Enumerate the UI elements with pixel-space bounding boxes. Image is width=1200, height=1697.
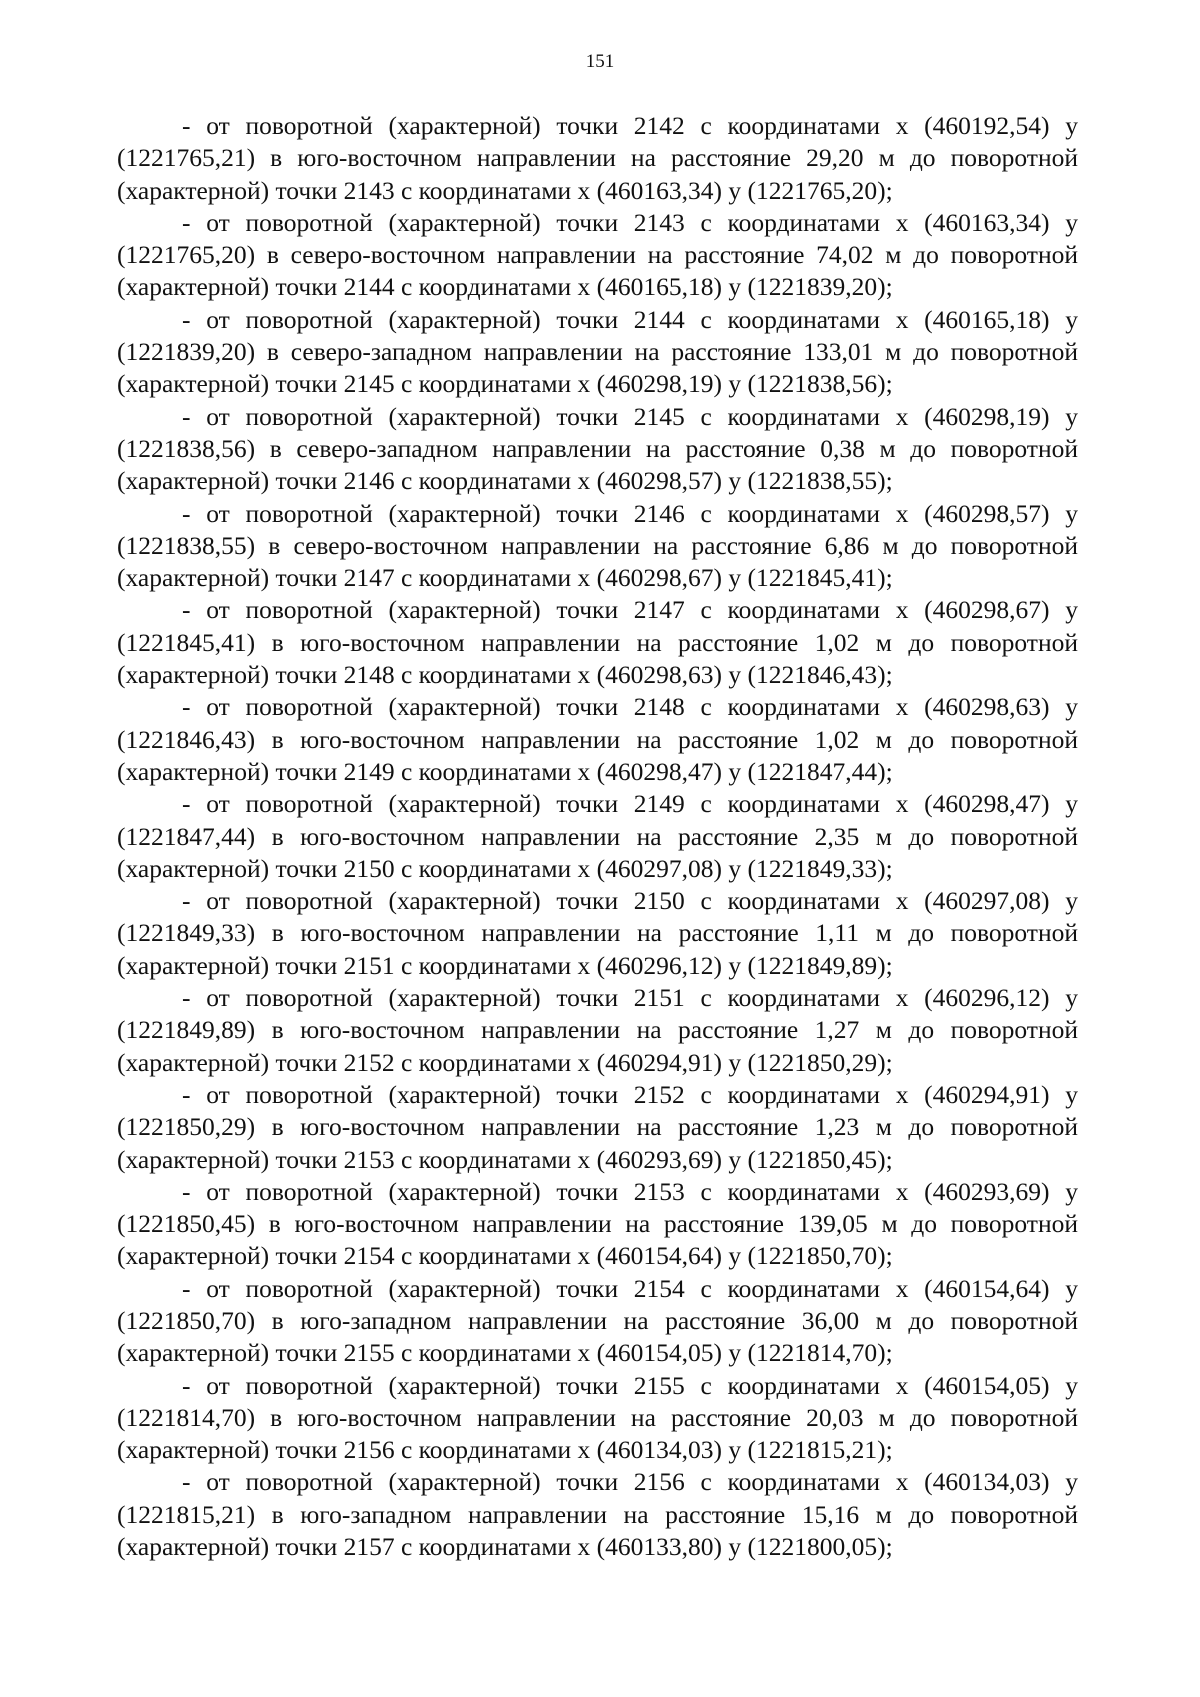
boundary-paragraph: - от поворотной (характерной) точки 2155 с координатами x (460154,05) y (1221814,70) в юго-восточном направлении на расстояние 20,03 м до поворотной (характерной) точки 2156 с координатами x (460134,03) y (1221815,21); [117, 1370, 1078, 1465]
boundary-paragraph: - от поворотной (характерной) точки 2148 с координатами x (460298,63) y (1221846,43) в юго-восточном направлении на расстояние 1,02 м до поворотной (характерной) точки 2149 с координатами x (460298,47) y (1221847,44); [117, 692, 1078, 786]
boundary-paragraph: - от поворотной (характерной) точки 2147 с координатами x (460298,67) y (1221845,41) в юго-восточном направлении на расстояние 1,02 м до поворотной (характерной) точки 2148 с координатами x (460298,63) y (1221846,43); [117, 595, 1078, 690]
boundary-paragraph: - от поворотной (характерной) точки 2154 с координатами x (460154,64) y (1221850,70) в юго-западном направлении на расстояние 36,00 м до поворотной (характерной) точки 2155 с координатами x (460154,05) y (1221814,70); [117, 1273, 1078, 1368]
boundary-paragraph: - от поворотной (характерной) точки 2145 с координатами x (460298,19) y (1221838,56) в северо-западном направлении на расстояние 0,38 м до поворотной (характерной) точки 2146 с координатами x (460298,57) y (1221838,55); [117, 401, 1078, 496]
boundary-paragraph: - от поворотной (характерной) точки 2149 с координатами x (460298,47) y (1221847,44) в юго-восточном направлении на расстояние 2,35 м до поворотной (характерной) точки 2150 с координатами x (460297,08) y (1221849,33); [117, 789, 1078, 883]
boundary-paragraph: - от поворотной (характерной) точки 2150 с координатами x (460297,08) y (1221849,33) в юго-восточном направлении на расстояние 1,11 м до поворотной (характерной) точки 2151 с координатами x (460296,12) y (1221849,89); [117, 886, 1078, 980]
document-body [117, 110, 1078, 1563]
boundary-paragraph: - от поворотной (характерной) точки 2156 с координатами x (460134,03) y (1221815,21) в юго-западном направлении на расстояние 15,16 м до поворотной (характерной) точки 2157 с координатами x (460133,80) y (1221800,05); [117, 1467, 1078, 1562]
page-number: 151 [585, 51, 615, 72]
boundary-paragraph: - от поворотной (характерной) точки 2152 с координатами x (460294,91) y (1221850,29) в юго-восточном направлении на расстояние 1,23 м до поворотной (характерной) точки 2153 с координатами x (460293,69) y (1221850,45); [117, 1079, 1078, 1174]
boundary-paragraph: - от поворотной (характерной) точки 2146 с координатами x (460298,57) y (1221838,55) в северо-восточном направлении на расстояние 6,86 м до поворотной (характерной) точки 2147 с координатами x (460298,67) y (1221845,41); [117, 498, 1078, 593]
boundary-paragraph: - от поворотной (характерной) точки 2151 с координатами x (460296,12) y (1221849,89) в юго-восточном направлении на расстояние 1,27 м до поворотной (характерной) точки 2152 с координатами x (460294,91) y (1221850,29); [117, 983, 1078, 1077]
boundary-paragraph: - от поворотной (характерной) точки 2153 с координатами x (460293,69) y (1221850,45) в юго-восточном направлении на расстояние 139,05 м до поворотной (характерной) точки 2154 с координатами x (460154,64) y (1221850,70); [117, 1176, 1078, 1271]
boundary-paragraph: - от поворотной (характерной) точки 2144 с координатами x (460165,18) y (1221839,20) в северо-западном направлении на расстояние 133,01 м до поворотной (характерной) точки 2145 с координатами x (460298,19) y (1221838,56); [117, 304, 1078, 399]
boundary-paragraph: - от поворотной (характерной) точки 2143 с координатами x (460163,34) y (1221765,20) в северо-восточном направлении на расстояние 74,02 м до поворотной (характерной) точки 2144 с координатами x (460165,18) y (1221839,20); [117, 207, 1078, 302]
boundary-paragraph: - от поворотной (характерной) точки 2142 с координатами x (460192,54) y (1221765,21) в юго-восточном направлении на расстояние 29,20 м до поворотной (характерной) точки 2143 с координатами x (460163,34) y (1221765,20); [117, 111, 1078, 205]
